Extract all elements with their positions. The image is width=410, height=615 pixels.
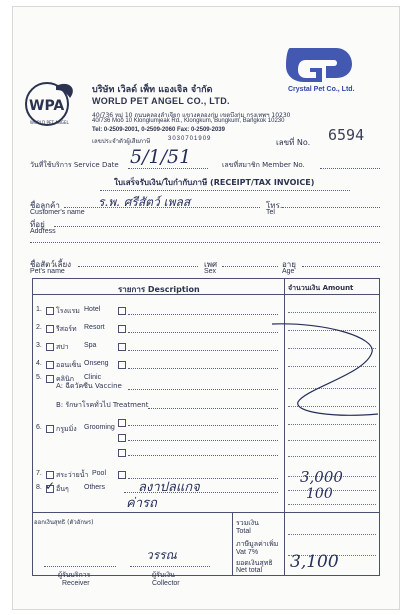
- net-total-value: 3,100: [290, 552, 339, 572]
- grooming-option-2-checkbox[interactable]: [118, 434, 126, 442]
- item-checkbox[interactable]: [46, 425, 54, 433]
- item-option-checkbox[interactable]: [118, 343, 126, 351]
- item-option-checkbox[interactable]: [118, 325, 126, 333]
- item-number: 6.: [36, 424, 42, 431]
- amount-others-value: 3,000: [300, 468, 343, 486]
- amount-line: [288, 440, 376, 441]
- company-address-en: 40/736 Moo 10 Klonglumjeak Rd., Klongkum, Bungkum, Bangkok 10230: [92, 118, 285, 124]
- receipt-number-label: เลขที่ No.: [276, 138, 311, 147]
- item-checkbox[interactable]: [46, 361, 54, 369]
- receipt-number: 6594: [328, 126, 365, 144]
- sex-label-thai: เพศ: [204, 260, 218, 269]
- item-label-thai: อื่นๆ: [56, 485, 69, 493]
- address-label-thai: ที่อยู่: [30, 220, 45, 229]
- grooming-option-3-checkbox[interactable]: [118, 449, 126, 457]
- vat-label-thai: ภาษีมูลค่าเพิ่ม: [236, 540, 279, 548]
- item-label-en: Pool: [92, 470, 107, 477]
- item-number: 4.: [36, 360, 42, 367]
- amount-transport-value: 100: [306, 486, 333, 502]
- item-checkbox[interactable]: [46, 343, 54, 351]
- checkmark-icon: ✓: [45, 479, 56, 493]
- vat-label-en: Vat 7%: [236, 549, 259, 556]
- logo-letters: WPA: [29, 98, 65, 114]
- item-number: 7.: [36, 470, 42, 477]
- company-address-thai: 40/736 หมู่ 10 ถนนคลองลำเจียก แขวงคลองกุ่ม เขตบึงกุ่ม กรุงเทพฯ 10230: [92, 112, 291, 119]
- tax-id-value: 3030701909: [168, 136, 212, 142]
- grooming-option-1-checkbox[interactable]: [118, 419, 126, 427]
- crystal-pet-stamp: [276, 42, 356, 94]
- item-option-checkbox[interactable]: [118, 361, 126, 369]
- item-checkbox[interactable]: [46, 375, 54, 383]
- item-label-thai: สปา: [56, 343, 69, 351]
- item-label-en: Grooming: [84, 424, 115, 431]
- net-total-label-en: Net total: [236, 567, 263, 574]
- member-no-label: เลขที่สมาชิก Member No.: [222, 161, 305, 169]
- receiver-label-en: Receiver: [62, 580, 90, 587]
- tax-id-label: เลขประจำตัวผู้เสียภาษี: [92, 138, 151, 145]
- item-label-thai: ออนเซ็น: [56, 361, 82, 369]
- item-number: 1.: [36, 306, 42, 313]
- total-label-en: Total: [236, 528, 251, 535]
- company-name-en: WORLD PET ANGEL CO., LTD.: [92, 96, 230, 106]
- total-label-thai: รวมเงิน: [236, 519, 259, 527]
- clinic-vaccine-label: A: ฉีดวัคซีน Vaccine: [56, 382, 122, 390]
- item-label-thai: โรงแรม: [56, 307, 80, 315]
- item-label-thai: สระว่ายน้ำ: [56, 471, 89, 479]
- item-label-thai: กรูมมิ่ง: [56, 425, 77, 433]
- logo-ring-text: WORLD PET ANGEL: [30, 120, 69, 125]
- age-label-thai: อายุ: [282, 260, 296, 269]
- item-number: 8.: [36, 484, 42, 491]
- item-label-en: Resort: [84, 324, 105, 331]
- tel-label-en: Tel: [266, 209, 275, 216]
- collector-label-thai: ผู้รับเงิน: [152, 571, 175, 579]
- customer-name-value: ร.พ. ศรีสัตว์ เพลส: [98, 195, 191, 209]
- net-total-label-thai: ยอดเงินสุทธิ: [236, 559, 273, 567]
- address-label-en: Address: [30, 228, 56, 235]
- item-number: 2.: [36, 324, 42, 331]
- collector-label-en: Collector: [152, 580, 180, 587]
- item-label-thai: รีสอร์ท: [56, 325, 77, 333]
- item-option-checkbox[interactable]: [118, 471, 126, 479]
- company-phone: Tel: 0-2509-2001, 0-2509-2060 Fax: 0-2509-2039: [92, 127, 225, 133]
- customer-name-label-thai: ชื่อลูกค้า: [30, 201, 60, 210]
- pen-scribble: [268, 318, 380, 422]
- customer-name-label-en: Customer's name: [30, 209, 85, 216]
- pet-name-label-en: Pet's name: [30, 268, 65, 275]
- item-checkbox[interactable]: [46, 325, 54, 333]
- company-name-thai: บริษัท เวิลด์ เพ็ท แองเจิล จำกัด: [92, 85, 213, 95]
- amount-line: [288, 456, 376, 457]
- world-pet-angel-logo: [20, 80, 80, 128]
- amount-line: [288, 424, 376, 425]
- amount-in-words-label: ออกเงินสุทธิ (ตัวอักษร): [34, 519, 94, 526]
- age-label-en: Age: [282, 268, 295, 275]
- clinic-treatment-label: B: รักษาโรคทั่วไป Treatment: [56, 401, 149, 409]
- tel-label-thai: โทร.: [266, 201, 283, 210]
- item-label-en: Clinic: [84, 374, 102, 381]
- description-header: รายการ Description: [118, 285, 200, 294]
- item-label-en: Onseng: [84, 360, 109, 367]
- service-date-label: วันที่ใช้บริการ Service Date: [30, 161, 119, 169]
- item-label-en: Spa: [84, 342, 97, 349]
- amount-line: [288, 312, 376, 313]
- item-label-en: Hotel: [84, 306, 101, 313]
- amount-line: [288, 504, 376, 505]
- item-option-checkbox[interactable]: [118, 307, 126, 315]
- others-handwritten-item-1: ลงาปลแกจ: [138, 480, 200, 495]
- collector-signature: วรรณ: [146, 548, 177, 562]
- sex-label-en: Sex: [204, 268, 217, 275]
- document-title: ใบเสร็จรับเงิน/ใบกำกับภาษี (RECEIPT/TAX INVOICE): [114, 178, 315, 187]
- item-checkbox[interactable]: [46, 471, 54, 479]
- item-number: 5.: [36, 374, 42, 381]
- item-label-thai: คลินิก: [56, 375, 74, 383]
- stamp-brand: Crystal Pet Co., Ltd.: [288, 86, 355, 93]
- pet-name-label-thai: ชื่อสัตว์เลี้ยง: [30, 260, 72, 269]
- amount-header: จำนวนเงิน Amount: [288, 284, 354, 292]
- item-checkbox[interactable]: [46, 307, 54, 315]
- item-label-en: Others: [84, 484, 106, 491]
- item-number: 3.: [36, 342, 42, 349]
- receiver-label-thai: ผู้รับบริการ: [58, 571, 91, 579]
- others-handwritten-item-2: ค่ารถ: [126, 496, 157, 511]
- service-date-value: 5/1/51: [130, 146, 192, 168]
